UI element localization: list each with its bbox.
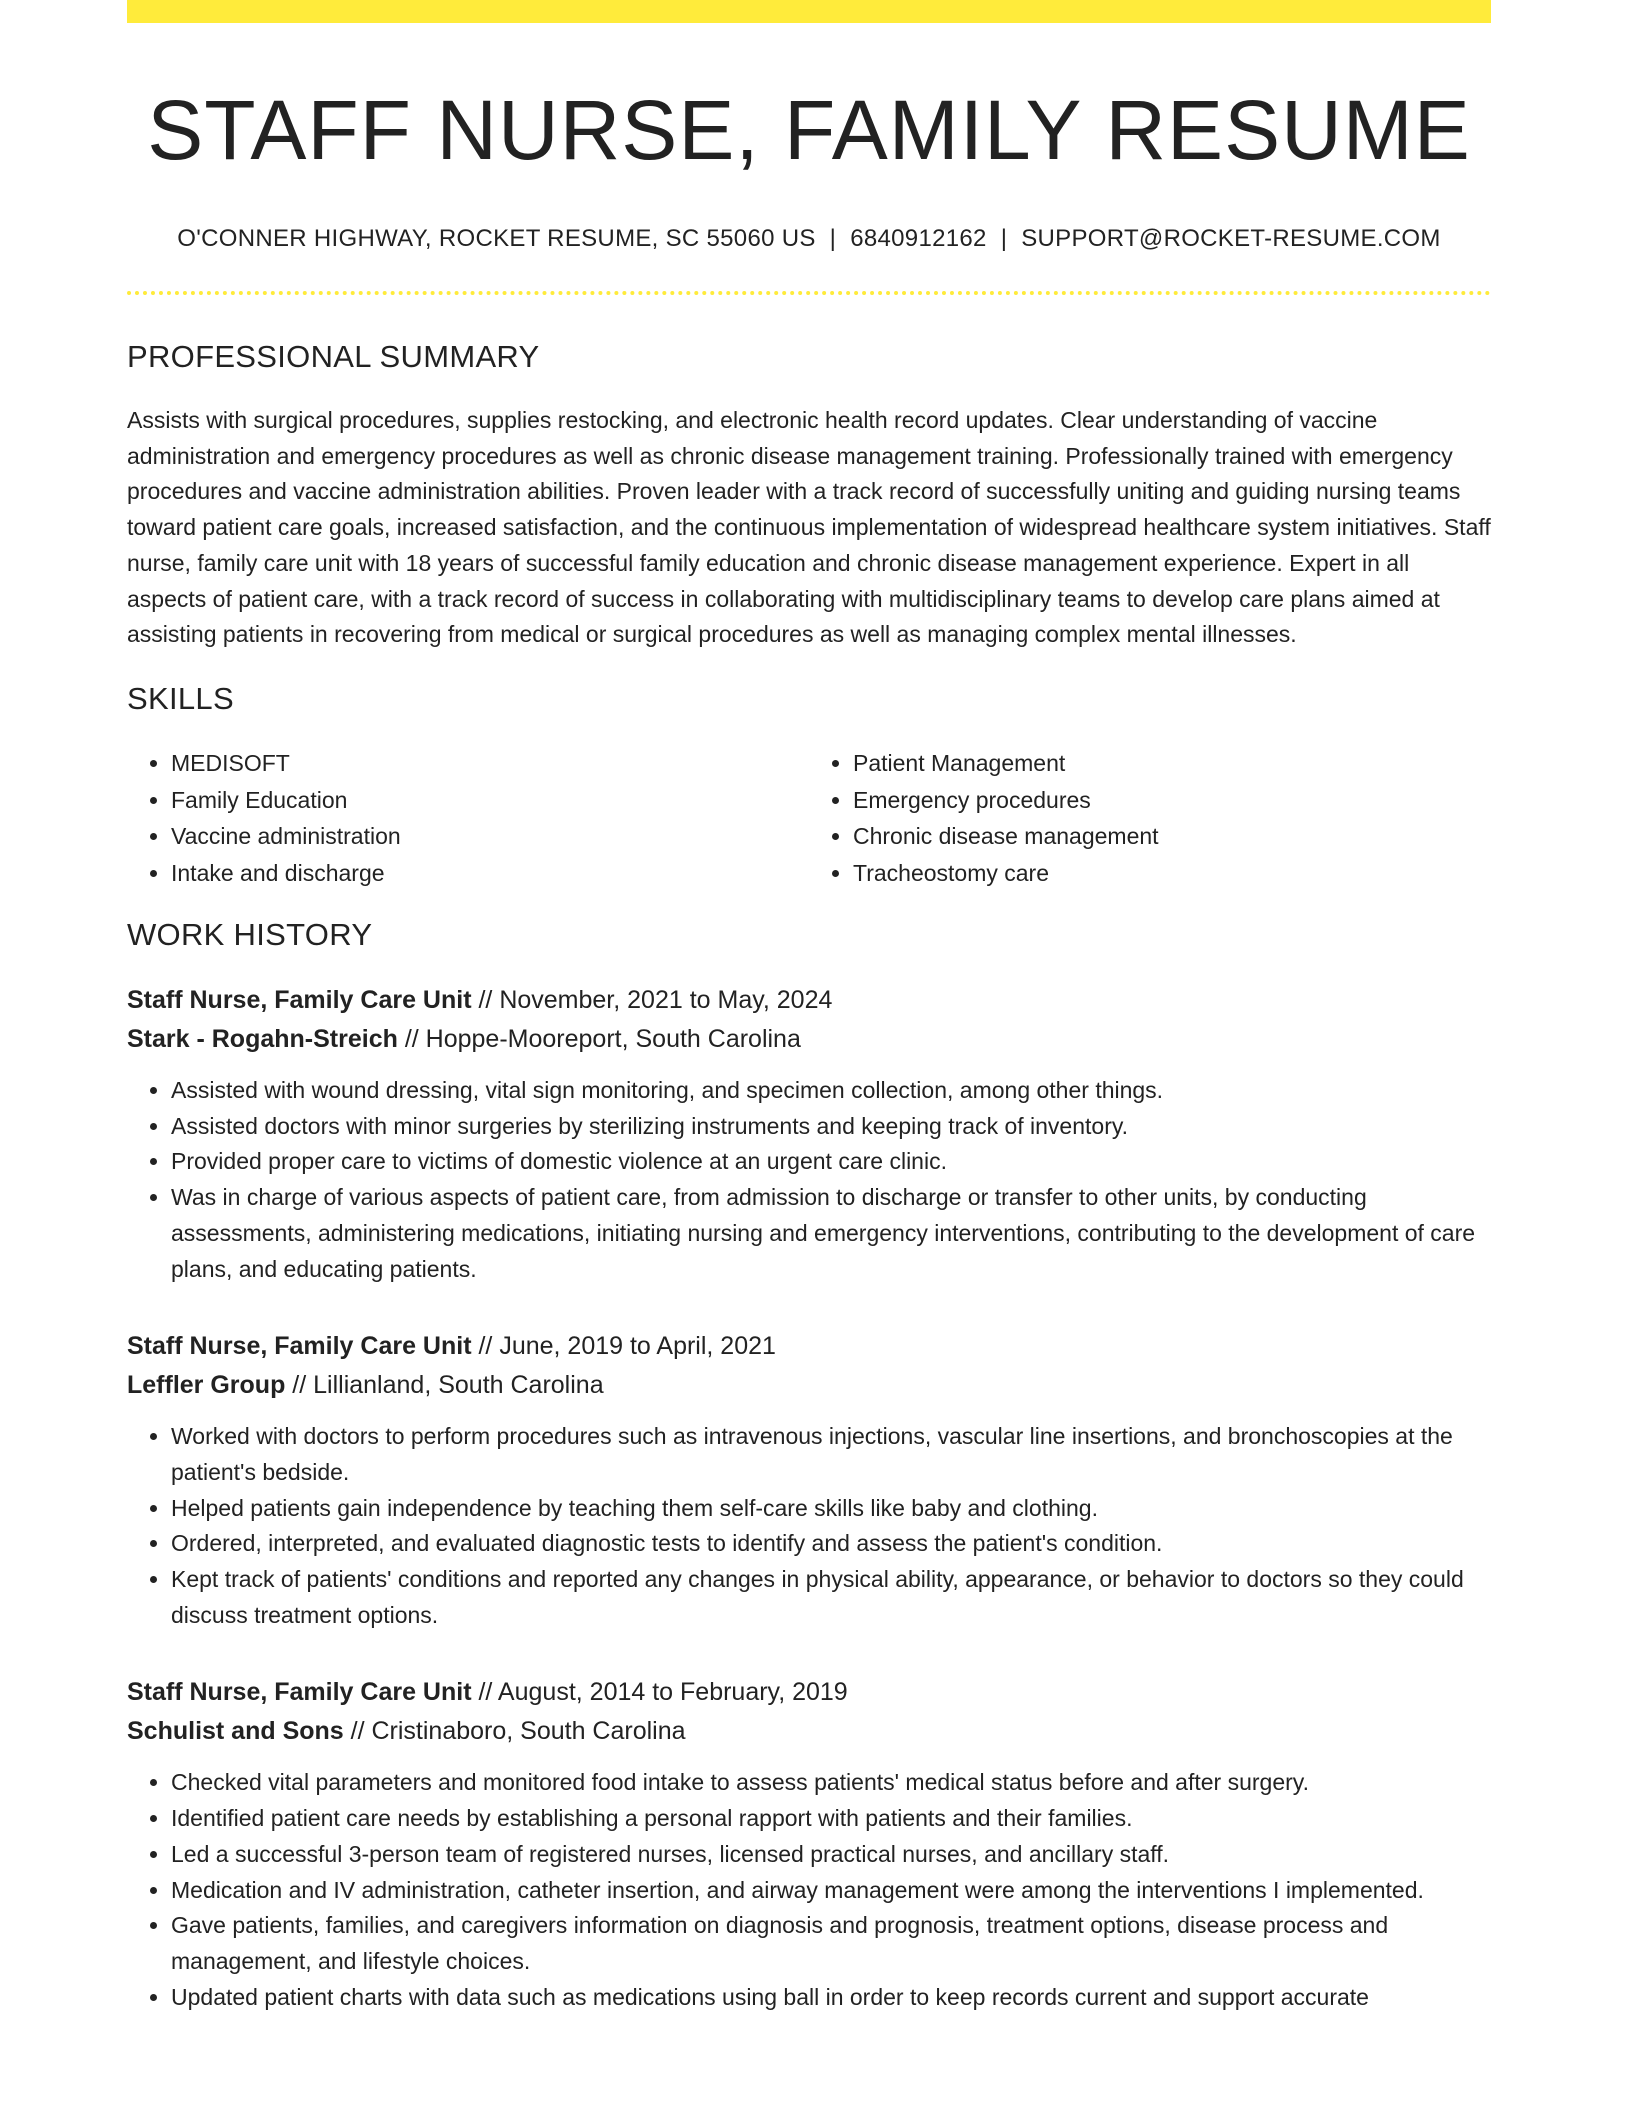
skill-item: • Intake and discharge xyxy=(171,855,809,892)
skills-column-left xyxy=(127,745,809,891)
job-bullets xyxy=(127,1073,1491,1287)
job-company-line xyxy=(127,1020,1491,1059)
skill-item: • Vaccine administration xyxy=(171,818,809,855)
contact-separator: | xyxy=(829,225,837,253)
job-location: // Hoppe-Mooreport, South Carolina xyxy=(397,1025,801,1053)
skill-item: • Family Education xyxy=(171,782,809,819)
skill-item: • Chronic disease management xyxy=(853,818,1491,855)
skills-list xyxy=(127,745,1491,891)
job-company: Stark - Rogahn-Streich xyxy=(127,1025,398,1053)
contact-address: O'CONNER HIGHWAY, ROCKET RESUME, SC 55060 US xyxy=(177,225,816,253)
skills-heading: SKILLS xyxy=(127,681,234,716)
job-bullets xyxy=(127,1419,1491,1633)
job-bullet: • Worked with doctors to perform procedures such as intravenous injections, vascular line insertions, and bronchoscopies at the patient's bedside. xyxy=(171,1419,1491,1490)
job-bullet: • Updated patient charts with data such as medications using ball in order to keep records current and support accurate xyxy=(171,1980,1491,2016)
job-entry xyxy=(127,1327,1491,1633)
contact-separator: | xyxy=(1000,225,1008,253)
summary-text: Assists with surgical procedures, supplies restocking, and electronic health record updates. Clear understanding of vaccine administration and emergency procedures as well as chronic disease management training. Professionally trained with emergency procedures and vaccine administration abilities. Proven leader with a track record of successfully uniting and guiding nursing teams toward patient care goals, increased satisfaction, and the continuous implementation of widespread healthcare system initiatives. Staff nurse, family care unit with 18 years of successful family education and chronic disease management experience. Expert in all aspects of patient care, with a track record of success in collaborating with multidisciplinary teams to develop care plans aimed at assisting patients in recovering from medical or surgical procedures as well as managing complex mental illnesses. xyxy=(127,407,1491,648)
job-bullet: • Medication and IV administration, catheter insertion, and airway management were among the interventions I implemented. xyxy=(171,1873,1491,1909)
job-bullet: • Provided proper care to victims of domestic violence at an urgent care clinic. xyxy=(171,1144,1491,1180)
skills-column-right xyxy=(809,745,1491,891)
resume-page xyxy=(127,0,1491,2112)
skill-item: • Tracheostomy care xyxy=(853,855,1491,892)
skill-item: • Patient Management xyxy=(853,745,1491,782)
job-location: // Lillianland, South Carolina xyxy=(285,1371,604,1400)
job-company-line xyxy=(127,1366,1491,1405)
contact-phone: 6840912162 xyxy=(850,225,987,253)
contact-email: SUPPORT@ROCKET-RESUME.COM xyxy=(1021,225,1441,253)
job-bullet: • Kept track of patients' conditions and reported any changes in physical ability, appearance, or behavior to doctors so they could discuss treatment options. xyxy=(171,1562,1491,1633)
job-title: Staff Nurse, Family Care Unit xyxy=(127,1678,472,1707)
job-location: // Cristinaboro, South Carolina xyxy=(343,1717,686,1746)
contact-line xyxy=(127,225,1491,253)
job-entry xyxy=(127,1673,1491,2015)
job-title: Staff Nurse, Family Care Unit xyxy=(127,1332,472,1361)
job-bullets xyxy=(127,1765,1491,2015)
job-dates: // June, 2019 to April, 2021 xyxy=(471,1332,776,1361)
job-company-line xyxy=(127,1712,1491,1751)
job-bullet: • Assisted doctors with minor surgeries by sterilizing instruments and keeping track of inventory. xyxy=(171,1109,1491,1145)
job-title-line xyxy=(127,1327,1491,1366)
job-bullet: • Was in charge of various aspects of patient care, from admission to discharge or transfer to other units, by conducting assessments, administering medications, initiating nursing and emergency interventions, contributing to the development of care plans, and educating patients. xyxy=(171,1180,1491,1287)
job-bullet: • Checked vital parameters and monitored food intake to assess patients' medical status before and after surgery. xyxy=(171,1765,1491,1801)
job-bullet: • Ordered, interpreted, and evaluated diagnostic tests to identify and assess the patient's condition. xyxy=(171,1526,1491,1562)
job-dates: // August, 2014 to February, 2019 xyxy=(471,1678,848,1707)
job-company: Leffler Group xyxy=(127,1371,286,1400)
job-company: Schulist and Sons xyxy=(127,1717,344,1746)
job-entry xyxy=(127,981,1491,1287)
dotted-divider xyxy=(127,291,1491,295)
job-bullet: • Assisted with wound dressing, vital sign monitoring, and specimen collection, among other things. xyxy=(171,1073,1491,1109)
job-bullet: • Helped patients gain independence by teaching them self-care skills like baby and clothing. xyxy=(171,1491,1491,1527)
job-bullet: • Led a successful 3-person team of registered nurses, licensed practical nurses, and ancillary staff. xyxy=(171,1837,1491,1873)
skill-item: • MEDISOFT xyxy=(171,745,809,782)
skill-item: • Emergency procedures xyxy=(853,782,1491,819)
job-title: Staff Nurse, Family Care Unit xyxy=(127,986,472,1014)
resume-title: STAFF NURSE, FAMILY RESUME xyxy=(147,83,1471,177)
job-title-line xyxy=(127,981,1491,1020)
accent-top-bar xyxy=(127,0,1491,23)
job-dates: // November, 2021 to May, 2024 xyxy=(471,986,833,1014)
summary-heading: PROFESSIONAL SUMMARY xyxy=(127,339,540,375)
job-bullet: • Gave patients, families, and caregivers information on diagnosis and prognosis, treatment options, disease process and management, and lifestyle choices. xyxy=(171,1908,1491,1979)
work-history-heading: WORK HISTORY xyxy=(127,917,373,952)
job-bullet: • Identified patient care needs by establishing a personal rapport with patients and their families. xyxy=(171,1801,1491,1837)
job-title-line xyxy=(127,1673,1491,1712)
